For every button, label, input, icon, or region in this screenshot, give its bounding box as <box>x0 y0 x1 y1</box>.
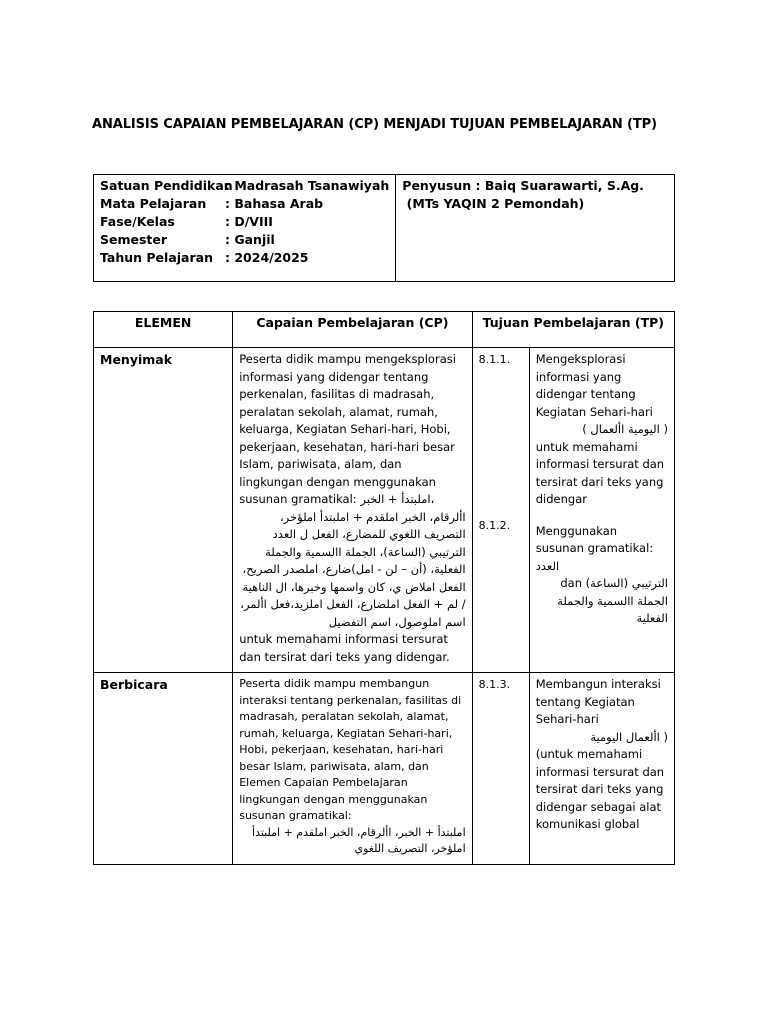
author-line: Penyusun : Baiq Suarawarti, S.Ag. <box>402 178 644 193</box>
cp-cell <box>233 348 472 673</box>
tp-item: Membangun interaksi tentang Kegiatan Sehari-hari ( األعمال اليومية (untuk memahami informasi tersurat dan tersirat dari teks yang didengar sebagai alat komunikasi global <box>535 677 668 831</box>
cp-text: Peserta didik mampu mengeksplorasi informasi yang didengar tentang perkenalan, fasilitas di madrasah, peralatan sekolah, alamat, rumah, keluarga, Kegiatan Sehari-hari, Hobi, pekerjaan, kesehatan, hari-hari besar Islam, pariwisata, alam, dan lingkungan dengan menggunakan susunan gramatikal: املبتدأ + الخبر، <box>239 352 456 506</box>
table-row <box>94 348 675 673</box>
header-elemen: ELEMEN <box>94 312 233 348</box>
element-cell: Berbicara <box>94 673 233 865</box>
tp-code: 8.1.1. <box>478 353 511 366</box>
cp-arabic-text: األرقام، الخبر املقدم + املبتدأ املؤخر، التصريف اللغوي للمضارع، الفعل ل العدد الترتيبي (الساعة)، الجملة االسمية والجملة الفعلية، (أن – لن - امل)ضارع، املصدر الصريح، الفعل املاض ي، كان واسمها وخبرها، ال الناهية / لم + الفعل املضارع، الفعل املزيد،فعل األمر، اسم املوصول، اسم التفضيل <box>240 509 466 629</box>
identity-table <box>93 174 675 282</box>
cp-arabic-text: املبتدأ + الخبر، األرقام، الخبر املقدم + املبتدأ املؤخر، التصريف اللغوي <box>252 825 466 855</box>
tp-item: Menggunakan susunan gramatikal: العدد الترتيبي (الساعة) dan الجملة االسمية والجملة الفعلية <box>535 523 668 625</box>
identity-row: Semester : Ganjil <box>100 232 275 247</box>
analysis-table <box>93 311 675 865</box>
identity-row: Satuan Pendidikan : Madrasah Tsanawiyah <box>100 178 390 193</box>
identity-left-cell <box>94 175 396 282</box>
tp-item: Mengeksplorasi informasi yang didengar tentang Kegiatan Sehari-hari ( اليومية األعمال ) untuk memahami informasi tersurat dan tersirat dari teks yang didengar <box>535 352 668 506</box>
identity-right-cell <box>396 175 675 282</box>
cp-text: Peserta didik mampu membangun interaksi tentang perkenalan, fasilitas di madrasah, peralatan sekolah, alamat, rumah, keluarga, Kegiatan Sehari-hari, Hobi, pekerjaan, kesehatan, hari-hari besar Islam, pariwisata, alam, dan Elemen Capaian Pembelajaran lingkungan dengan menggunakan susunan gramatikal: <box>239 677 462 822</box>
tp-text-cell <box>529 348 674 673</box>
header-cp: Capaian Pembelajaran (CP) <box>233 312 472 348</box>
tp-code: 8.1.2. <box>478 518 511 532</box>
school-line: (MTs YAQIN 2 Pemondah) <box>402 196 585 211</box>
document-title: ANALISIS CAPAIAN PEMBELAJARAN (CP) MENJADI TUJUAN PEMBELAJARAN (TP) <box>92 117 657 132</box>
tp-code-cell <box>472 673 529 865</box>
element-cell: Menyimak <box>94 348 233 673</box>
header-tp: Tujuan Pembelajaran (TP) <box>472 312 674 348</box>
header-row <box>94 312 675 348</box>
tp-code: 8.1.3. <box>478 678 511 691</box>
cp-text-end: untuk memahami informasi tersurat dan tersirat dari teks yang didengar. <box>239 632 450 664</box>
identity-row: Mata Pelajaran : Bahasa Arab <box>100 196 324 211</box>
identity-row: Fase/Kelas : D/VIII <box>100 214 273 229</box>
tp-code-cell <box>472 348 529 673</box>
tp-text-cell <box>529 673 674 865</box>
identity-row: Tahun Pelajaran : 2024/2025 <box>100 250 309 265</box>
cp-cell <box>233 673 472 865</box>
table-row <box>94 673 675 865</box>
